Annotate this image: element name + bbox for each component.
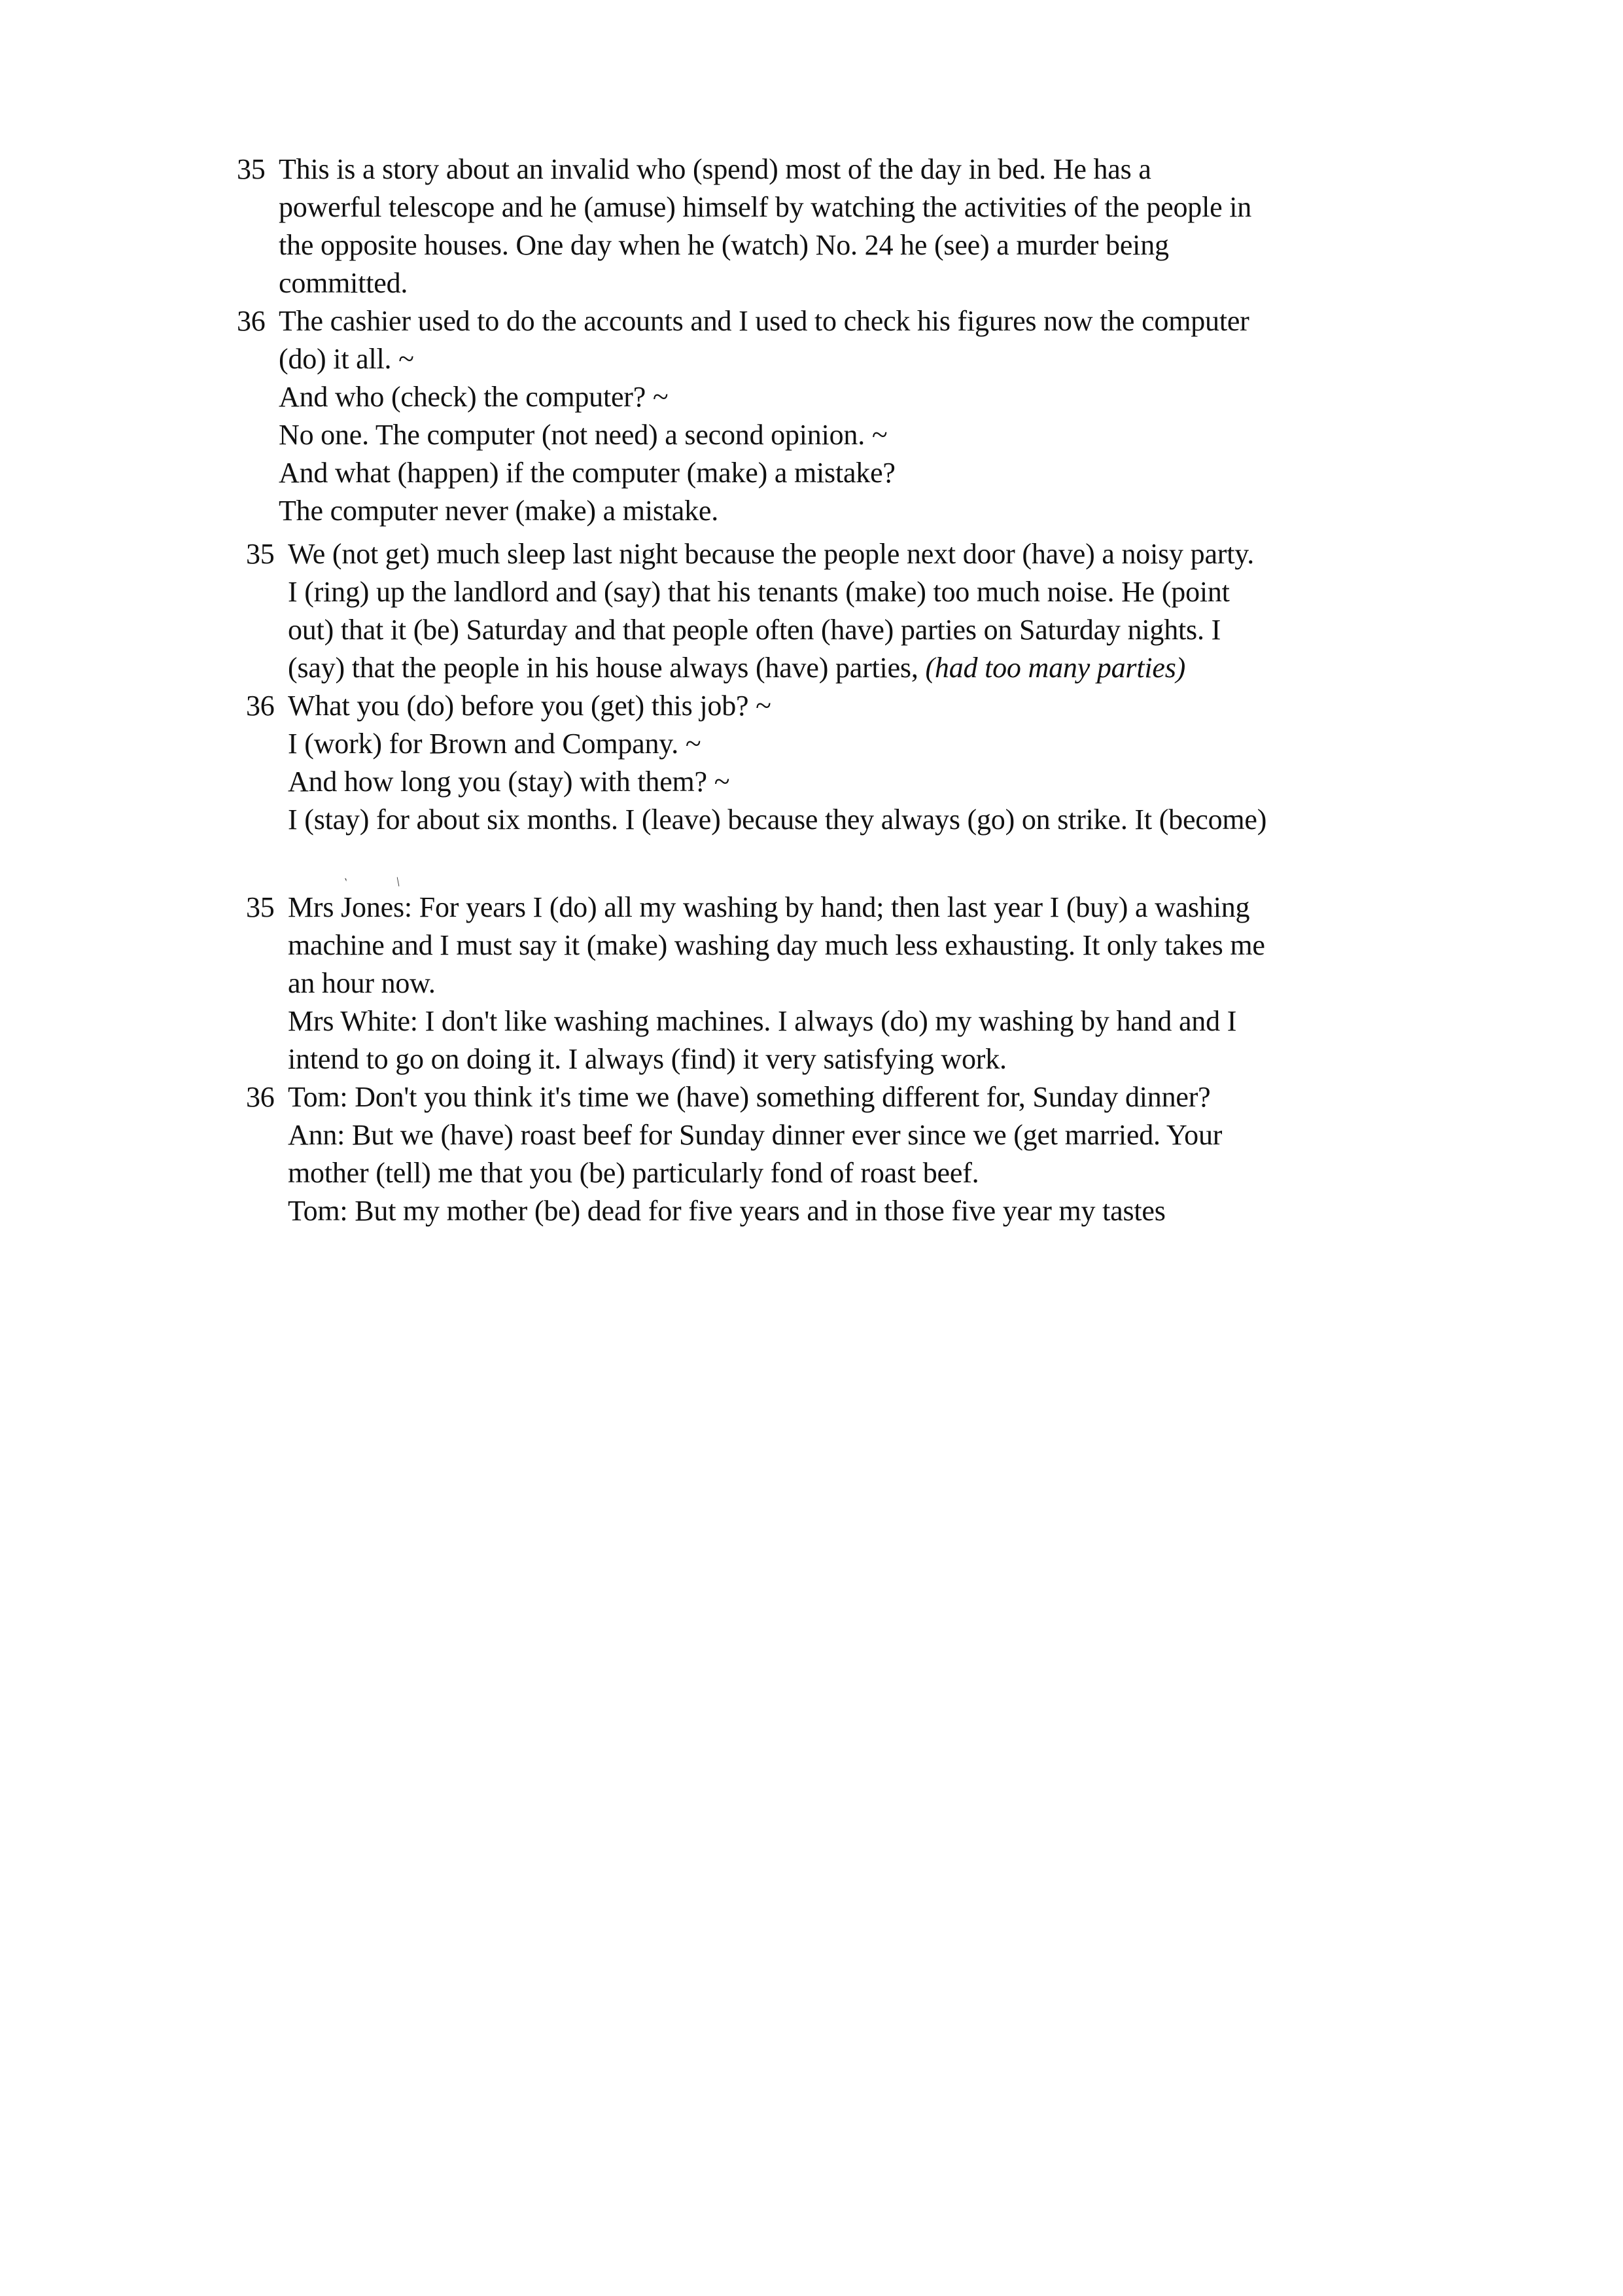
- line-text: We (not get) much sleep last night because the people next door (have) a noisy party.: [288, 538, 1255, 570]
- exercise-35-line-2: [279, 188, 1251, 226]
- exercise-35-line-2: [288, 927, 1265, 964]
- line-text: machine and I must say it (make) washing day much less exhausting. It only takes me: [288, 929, 1265, 961]
- exercise-36-line-2: [288, 725, 701, 763]
- line-text: an hour now.: [288, 967, 436, 999]
- answer-hint: (had too many parties): [925, 652, 1186, 684]
- line-text: I (ring) up the landlord and (say) that his tenants (make) too much noise. He (point: [288, 576, 1230, 608]
- exercise-35-line-3: [288, 611, 1221, 649]
- line-text: Mrs Jones: For years I (do) all my washing by hand; then last year I (buy) a washing: [288, 891, 1250, 923]
- exercise-36-line-1: [246, 1078, 1210, 1116]
- line-text: Ann: But we (have) roast beef for Sunday dinner ever since we (get married. Your: [288, 1119, 1223, 1151]
- exercise-35-line-1: [246, 535, 1254, 573]
- exercise-35-line-5: [288, 1040, 1007, 1078]
- line-text: This is a story about an invalid who (spend) most of the day in bed. He has a: [279, 153, 1151, 185]
- exercise-36-line-3: [279, 378, 669, 416]
- line-text: Mrs White: I don't like washing machines. I always (do) my washing by hand and I: [288, 1005, 1237, 1037]
- line-text: (do) it all. ~: [279, 343, 414, 375]
- exercise-number: 35: [246, 891, 275, 923]
- exercise-36-line-5: [279, 454, 896, 492]
- exercise-35-line-4: [279, 264, 408, 302]
- exercise-35-line-3: [279, 226, 1169, 264]
- line-text: Tom: Don't you think it's time we (have) something different for, Sunday dinner?: [288, 1081, 1211, 1113]
- line-text: And what (happen) if the computer (make) a mistake?: [279, 457, 896, 489]
- line-text: mother (tell) me that you (be) particularly fond of roast beef.: [288, 1157, 979, 1189]
- exercise-35-line-4: [288, 1002, 1236, 1040]
- line-text: I (stay) for about six months. I (leave) because they always (go) on strike. It (become): [288, 804, 1267, 836]
- exercise-number: 35: [246, 538, 275, 570]
- exercise-35-line-1: [237, 150, 1151, 188]
- exercise-36-line-4: [288, 1192, 1166, 1230]
- exercise-36-line-3: [288, 1154, 979, 1192]
- exercise-35-line-2: [288, 573, 1230, 611]
- line-text: What you (do) before you (get) this job? ~: [288, 690, 771, 722]
- exercise-36-line-4: [279, 416, 887, 454]
- exercise-number: 36: [246, 1081, 275, 1113]
- exercise-number: 36: [237, 305, 266, 337]
- exercise-35-line-1: [246, 889, 1249, 927]
- line-text: And who (check) the computer? ~: [279, 381, 669, 413]
- line-text: I (work) for Brown and Company. ~: [288, 728, 701, 760]
- exercise-number: 36: [246, 690, 275, 722]
- line-text: intend to go on doing it. I always (find) it very satisfying work.: [288, 1043, 1007, 1075]
- exercise-36-line-2: [288, 1116, 1222, 1154]
- exercise-number: 35: [237, 153, 266, 185]
- line-text: (say) that the people in his house always (have) parties,: [288, 652, 918, 684]
- line-text: committed.: [279, 267, 408, 299]
- exercise-36-line-4: [288, 801, 1266, 839]
- line-text: the opposite houses. One day when he (watch) No. 24 he (see) a murder being: [279, 229, 1169, 261]
- exercise-35-line-3: [288, 964, 436, 1002]
- line-text: out) that it (be) Saturday and that people often (have) parties on Saturday nights. I: [288, 614, 1221, 646]
- exercise-36-line-2: [279, 340, 414, 378]
- exercise-36-line-1: [237, 302, 1249, 340]
- exercise-36-line-1: [246, 687, 771, 725]
- stray-mark: /: [393, 875, 404, 889]
- line-text: Tom: But my mother (be) dead for five years and in those five year my tastes: [288, 1195, 1166, 1227]
- line-text: powerful telescope and he (amuse) himself by watching the activities of the people in: [279, 191, 1252, 223]
- stray-mark: `: [338, 875, 349, 891]
- exercise-36-line-6: [279, 492, 718, 530]
- line-text: The cashier used to do the accounts and I used to check his figures now the computer: [279, 305, 1249, 337]
- exercise-35-line-4: [288, 649, 1185, 687]
- line-text: The computer never (make) a mistake.: [279, 495, 719, 527]
- line-text: No one. The computer (not need) a second opinion. ~: [279, 419, 888, 451]
- exercise-36-line-3: [288, 763, 729, 801]
- line-text: And how long you (stay) with them? ~: [288, 766, 730, 798]
